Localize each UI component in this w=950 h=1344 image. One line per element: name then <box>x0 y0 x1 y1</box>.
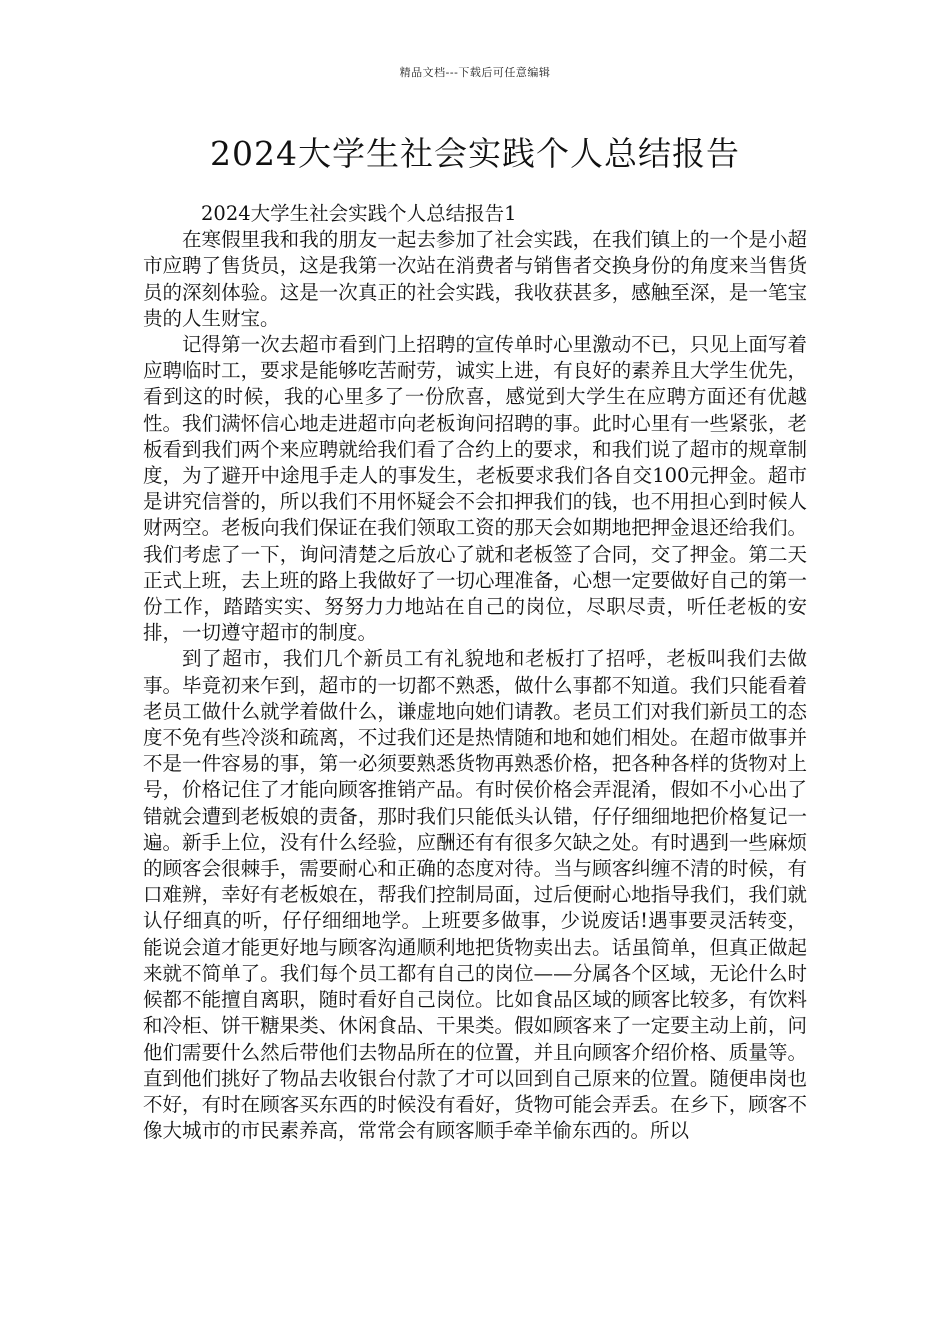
section-subtitle: 2024大学生社会实践个人总结报告1 <box>201 202 517 225</box>
paragraph: 到了超市，我们几个新员工有礼貌地和老板打了招呼，老板叫我们去做事。毕竟初来乍到，超市的一切都不熟悉，做什么事都不知道。我们只能看着老员工做什么就学着做什么，谦虚地向她们请教。老员工们对我们新员工的态度不免有些冷淡和疏离，不过我们还是热情随和地和她们相处。在超市做事并不是一件容易的事，第一必须要熟悉货物再熟悉价格，把各种各样的货物对上号，价格记住了才能向顾客推销产品。有时侯价格会弄混淆，假如不小心出了错就会遭到老板娘的责备，那时我们只能低头认错，仔仔细细地把价格复记一遍。新手上位，没有什么经验，应酬还有有很多欠缺之处。有时遇到一些麻烦的顾客会很棘手，需要耐心和正确的态度对待。当与顾客纠缠不清的时候，有口难辨，幸好有老板娘在，帮我们控制局面，过后便耐心地指导我们，我们就认仔细真的听，仔仔细细地学。上班要多做事，少说废话!遇事要灵活转变，能说会道才能更好地与顾客沟通顺利地把货物卖出去。话虽简单，但真正做起来就不简单了。我们每个员工都有自己的岗位——分属各个区域，无论什么时候都不能擅自离职，随时看好自己岗位。比如食品区域的顾客比较多，有饮料和冷柜、饼干糖果类、休闲食品、干果类。假如顾客来了一定要主动上前，问他们需要什么然后带他们去物品所在的位置，并且向顾客介绍价格、质量等。直到他们挑好了物品去收银台付款了才可以回到自己原来的位置。随便串岗也不好，有时在顾客买东西的时候没有看好，货物可能会弄丢。在乡下，顾客不像大城市的市民素养高，常常会有顾客顺手牵羊偷东西的。所以 <box>143 647 807 1143</box>
paragraph: 在寒假里我和我的朋友一起去参加了社会实践，在我们镇上的一个是小超市应聘了售货员，这是我第一次站在消费者与销售者交换身份的角度来当售货员的深刻体验。这是一次真正的社会实践，我收获甚多，感触至深，是一笔宝贵的人生财宝。 <box>143 228 807 330</box>
page-title: 2024大学生社会实践个人总结报告 <box>210 134 740 173</box>
paragraph: 记得第一次去超市看到门上招聘的宣传单时心里激动不已，只见上面写着应聘临时工，要求是能够吃苦耐劳，诚实上进，有良好的素养且大学生优先，看到这的时候，我的心里多了一份欣喜，感觉到大学生在应聘方面还有优越性。我们满怀信心地走进超市向老板询问招聘的事。此时心里有一些紧张，老板看到我们两个来应聘就给我们看了合约上的要求，和我们说了超市的规章制度，为了避开中途甩手走人的事发生，老板要求我们各自交100元押金。超市是讲究信誉的，所以我们不用怀疑会不会扣押我们的钱，也不用担心到时候人财两空。老板向我们保证在我们领取工资的那天会如期地把押金退还给我们。我们考虑了一下，询问清楚之后放心了就和老板签了合同，交了押金。第二天正式上班，去上班的路上我做好了一切心理准备，心想一定要做好自己的第一份工作，踏踏实实、努努力力地站在自己的岗位，尽职尽责，听任老板的安排，一切遵守超市的制度。 <box>143 333 807 645</box>
document-body <box>143 201 807 1144</box>
header-note: 精品文档---下载后可任意编辑 <box>399 66 551 79</box>
